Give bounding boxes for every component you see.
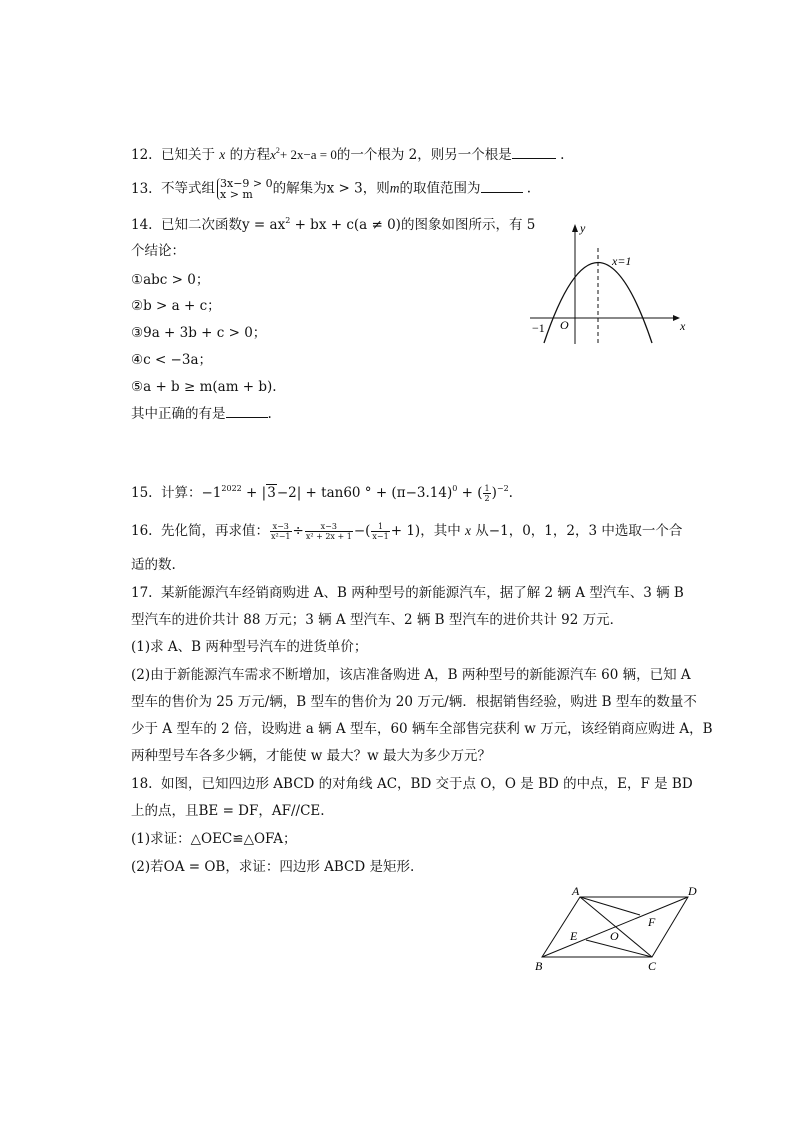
part-1: (1)求证：△OEC≌△OFA；	[131, 831, 297, 847]
den: 2	[484, 494, 490, 503]
eq-text: + 2x−a = 0	[279, 147, 337, 162]
fraction-2	[305, 522, 353, 541]
exp: 2022	[221, 484, 242, 493]
text: 的解集为x > 3，则	[272, 180, 390, 197]
sqrt: 3	[267, 485, 276, 501]
question-number: 15.	[131, 485, 153, 501]
text: 型车的售价为 25 万元/辆，B 型车的售价为 20 万元/辆．根据销售经验，购进 B 型车的数量不	[131, 694, 697, 710]
answer-blank[interactable]	[226, 405, 268, 418]
x-axis-arrow	[673, 315, 680, 321]
text: 的取值范围为	[399, 180, 481, 197]
parabola-graph	[522, 218, 697, 348]
text: 两种型号车各多少辆，才能使 w 最大？w 最大为多少万元？	[131, 748, 491, 764]
text: 适的数.	[131, 557, 176, 573]
fraction-3	[371, 522, 389, 541]
conclusion-3: ③9a + 3b + c > 0；	[131, 325, 267, 341]
question-14: 14. 已知二次函数$y = ax^2$ + bx + c(a ≠ 0)的图象如图所示，有 5	[131, 216, 536, 233]
question-12	[131, 146, 564, 164]
num: x−3	[305, 522, 353, 532]
question-number: 12.	[131, 147, 153, 163]
num: 1	[371, 522, 389, 532]
ineq-2: x > m	[220, 188, 253, 201]
label-c: C	[648, 959, 657, 973]
conclusion-4: ④c < −3a；	[131, 352, 213, 368]
text: 已知关于	[161, 147, 215, 163]
label-o: O	[610, 929, 619, 943]
parallelogram-figure	[530, 880, 705, 975]
den: x² + 2x + 1	[305, 532, 352, 541]
label-b: B	[535, 959, 543, 973]
question-16	[131, 522, 682, 541]
question-15	[131, 484, 513, 503]
question-17	[131, 584, 684, 602]
label-e: E	[570, 929, 578, 943]
part-2: (2)由于新能源汽车需求不断增加，该店准备购进 A，B 两种型号的新能源汽车 60 辆，已知 A	[131, 667, 691, 683]
var: x	[465, 523, 471, 538]
text: 上的点，且BE = DF，AF//CE.	[131, 803, 325, 819]
text: 先化简，再求值：	[161, 523, 269, 539]
axis-label: x=1	[612, 254, 632, 268]
origin-label: O	[560, 318, 569, 332]
conclusion-2: ②b > a + c；	[131, 298, 221, 314]
text: .	[508, 485, 513, 501]
text: 某新能源汽车经销商购进 A、B 两种型号的新能源汽车，据了解 2 辆 A 型汽车、3 辆 B	[161, 585, 684, 601]
var: x	[219, 147, 226, 162]
exp: 0	[452, 484, 458, 493]
text: )	[491, 485, 497, 501]
x-label: x	[680, 319, 686, 333]
num: x−3	[270, 522, 292, 532]
question-number: 16.	[131, 523, 153, 539]
ineq-1: 3x−9 > 0	[220, 177, 273, 190]
question-14-ask	[131, 405, 272, 423]
equation: $x^2+ 2x-a = 0$	[270, 146, 337, 162]
question-number: 13.	[131, 180, 153, 197]
text: 的一个根为 2，则另一个根是	[336, 147, 512, 163]
den: x−1	[372, 532, 389, 541]
text: 从−1，0，1，2，3 中选取一个合	[475, 523, 683, 539]
fraction	[483, 484, 490, 503]
text: 已知二次函数y = ax	[161, 217, 286, 233]
label-a: A	[572, 884, 580, 898]
inequality-system	[217, 178, 273, 200]
label-f: F	[648, 915, 656, 929]
text: 其中正确的有是	[131, 406, 226, 422]
label-d: D	[688, 884, 697, 898]
text: + 1)，其中	[390, 523, 461, 539]
text: 计算：−1	[161, 485, 222, 501]
var: x	[270, 147, 276, 162]
conclusion-1: ①abc > 0；	[131, 272, 210, 288]
question-18	[131, 775, 693, 793]
text: .	[560, 147, 565, 163]
text: + |	[241, 485, 267, 501]
text: 型汽车的进价共计 88 万元；3 辆 A 型汽车、2 辆 B 型汽车的进价共计 92 万元．	[131, 612, 624, 628]
fraction-1	[270, 522, 292, 541]
den: x²−1	[271, 532, 291, 541]
text: 不等式组	[161, 180, 215, 197]
segment-af	[580, 897, 640, 915]
text: −2| + tan60 ° + (π−3.14)	[276, 485, 453, 501]
num: 1	[484, 484, 490, 493]
text: + (	[457, 485, 483, 501]
text: .	[526, 180, 532, 197]
exp: −2	[496, 484, 509, 493]
minus-one-label: −1	[532, 321, 545, 335]
question-number: 17.	[131, 585, 153, 601]
diagonal-bd	[542, 897, 688, 957]
text: .	[267, 406, 272, 422]
part-2: (2)若OA = OB，求证：四边形 ABCD 是矩形.	[131, 859, 415, 875]
var: m	[389, 180, 400, 196]
y-axis-arrow	[572, 224, 578, 232]
text: 个结论：	[131, 243, 185, 259]
y-label: y	[580, 221, 586, 235]
part-1: (1)求 A、B 两种型号汽车的进货单价；	[131, 639, 368, 655]
text: 如图，已知四边形 ABCD 的对角线 AC，BD 交于点 O，O 是 BD 的中点，E，F 是 BD	[161, 776, 693, 792]
conclusion-5: ⑤a + b ≥ m(am + b).	[131, 379, 277, 395]
answer-blank[interactable]	[481, 180, 523, 193]
answer-blank[interactable]	[512, 146, 556, 159]
question-number: 18.	[131, 776, 153, 792]
op: ÷	[292, 523, 304, 539]
question-number: 14.	[131, 217, 153, 233]
op: −(	[353, 523, 371, 539]
text: + bx + c(a ≠ 0)的图象如图所示，有 5	[290, 217, 536, 233]
text: 少于 A 型车的 2 倍，设购进 a 辆 A 型车，60 辆车全部售完获利 w 万元，该经销商应购进 A，B	[131, 721, 713, 737]
question-13	[131, 178, 531, 200]
text: 的方程	[229, 147, 271, 163]
